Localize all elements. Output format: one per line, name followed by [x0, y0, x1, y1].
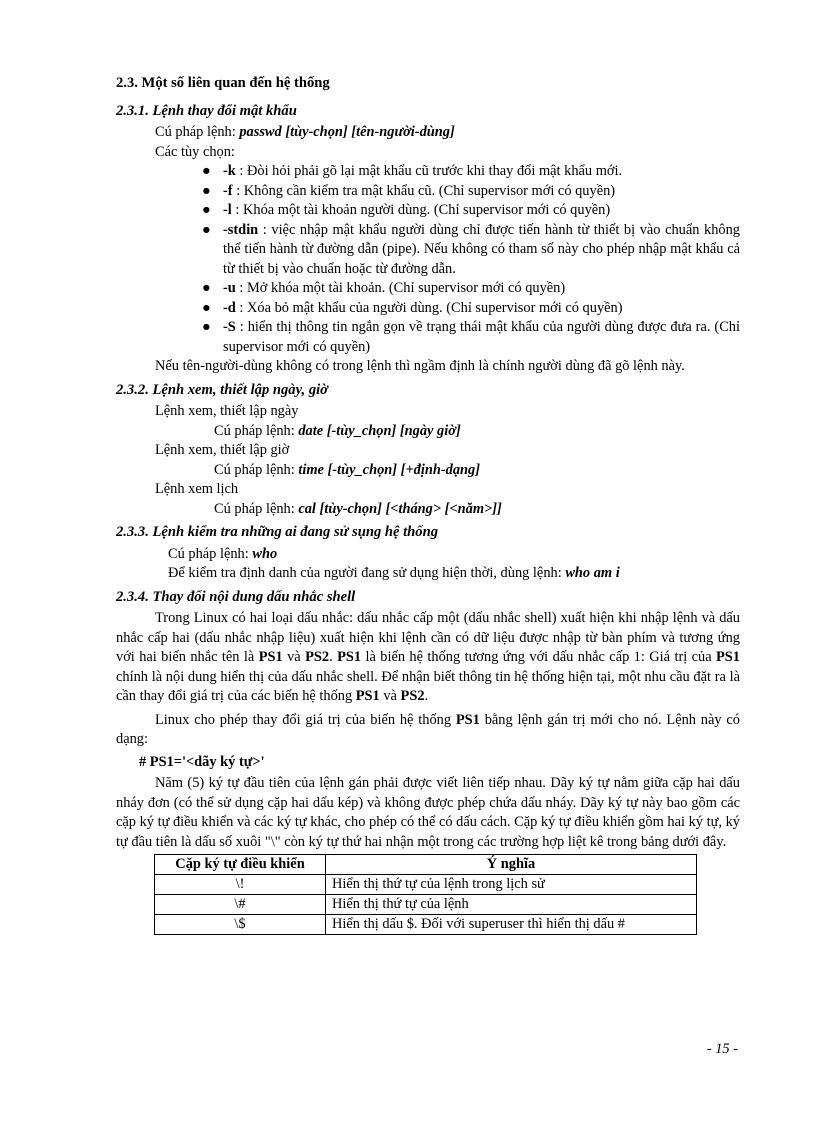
date-label: Lệnh xem, thiết lập ngày — [155, 403, 299, 419]
list-item — [202, 318, 740, 357]
page-number: - 15 - — [706, 1041, 738, 1057]
table-cell: Hiển thị dấu $. Đối với superuser thì hiển thị dấu # — [326, 915, 697, 935]
whoami-command: who am i — [565, 565, 620, 581]
var-ps1: PS1 — [337, 649, 362, 665]
bullet-icon: ● — [202, 280, 211, 296]
ps1-assign-example: # PS1='<dãy ký tự>' — [139, 753, 265, 770]
prompt-paragraph-3: Năm (5) ký tự đầu tiên của lệnh gán phải được viết liên tiếp nhau. Dãy ký tự nằm giữa cặp hai dấu nháy đơn (có thể sử dụng cặp hai dấu kép) và không được phép chứa dấu nháy. Dãy ký tự này bao gồm các cặp ký tự điều khiển và các ký tự khác, cho phép có thể có dấu cách. Cặp ký tự điều khiển gồm hai ký tự, ký tự đầu tiên là dấu số xuôi "\" còn ký tự thứ hai nhận một trong các trường hợp liệt kê trong bảng dưới đây. — [116, 775, 740, 850]
syntax-command: who — [252, 545, 278, 562]
list-item — [202, 279, 740, 299]
list-item — [202, 221, 740, 280]
syntax-label: Cú pháp lệnh: — [214, 422, 299, 439]
syntax-label: Cú pháp lệnh: — [155, 124, 240, 140]
option-key: -stdin — [223, 221, 259, 238]
bullet-icon: ● — [202, 319, 211, 335]
bullet-icon: ● — [202, 299, 211, 316]
table-header: Cặp ký tự điều khiển — [155, 855, 326, 875]
cal-label: Lệnh xem lịch — [155, 481, 239, 497]
table-row — [155, 875, 697, 895]
var-ps2: PS2 — [400, 688, 425, 704]
text-run: Trong Linux có hai loại dấu nhắc: dấu nhắc cấp một (dấu nhắc shell) xuất hiện khi nhập lệnh và dấu nhắc cấp hai (dấu nhắc nhập liệu) xuất hiện khi lệnh cần có dữ liệu được nhập từ bàn phím và tương ứng với hai biến nhắc tên là — [116, 610, 740, 665]
table-row — [155, 895, 697, 915]
option-key: -k — [223, 163, 236, 179]
option-key: -u — [223, 280, 236, 296]
cal-syntax — [116, 500, 740, 520]
option-text: : Không cần kiểm tra mật khẩu cũ. (Chỉ supervisor mới có quyền) — [232, 182, 616, 199]
subsection-title-prompt: 2.3.4. Thay đổi nội dung dấu nhắc shell — [116, 588, 356, 605]
table-cell: \$ — [155, 915, 326, 935]
text-run: và — [379, 688, 401, 704]
time-label: Lệnh xem, thiết lập giờ — [155, 442, 290, 458]
option-key: -l — [223, 202, 232, 218]
list-item — [202, 201, 740, 221]
text-run: . — [329, 649, 338, 665]
text-run: Linux cho phép thay đổi giá trị của biến hệ thống — [155, 711, 456, 728]
var-ps2: PS2 — [305, 649, 330, 665]
option-key: -d — [223, 299, 236, 316]
text-run: chính là nội dung hiển thị của dấu nhắc shell. Để nhận biết thông tin hệ thống hiện tại, một nhu cầu đặt ra là cần thay đổi giá trị của các biến hệ thống — [116, 668, 740, 704]
option-text: : Đòi hỏi phải gõ lại mật khẩu cũ trước khi thay đổi mật khẩu mới. — [235, 163, 623, 179]
list-item — [202, 182, 740, 202]
time-syntax — [116, 461, 740, 481]
table-row — [155, 915, 697, 935]
subsection-title-who: 2.3.3. Lệnh kiểm tra những ai đang sử sụng hệ thống — [116, 524, 439, 540]
option-text: : Xóa bỏ mật khẩu của người dùng. (Chỉ supervisor mới có quyền) — [235, 299, 623, 316]
option-key: -f — [223, 182, 233, 199]
who-syntax — [116, 545, 740, 565]
table-cell: \! — [155, 875, 326, 895]
table-cell: \# — [155, 895, 326, 915]
option-text: : Mở khóa một tài khoản. (Chỉ supervisor mới có quyền) — [235, 280, 566, 296]
prompt-paragraph-1 — [116, 609, 740, 707]
options-list — [116, 162, 740, 357]
syntax-command: time [-tùy_chọn] [+định-dạng] — [298, 461, 481, 478]
document-page — [116, 74, 740, 935]
bullet-icon: ● — [202, 163, 211, 179]
var-ps1: PS1 — [258, 649, 283, 665]
table-cell: Hiển thị thứ tự của lệnh — [326, 895, 697, 915]
var-ps1: PS1 — [355, 688, 380, 704]
table-header-row — [155, 855, 697, 875]
syntax-label: Cú pháp lệnh: — [214, 500, 299, 517]
subsection-title-passwd: 2.3.1. Lệnh thay đổi mật khẩu — [116, 102, 297, 119]
list-item — [202, 162, 740, 182]
option-key: -S — [223, 319, 236, 335]
prompt-paragraph-2 — [116, 711, 740, 750]
table-cell: Hiển thị thứ tự của lệnh trong lịch sử — [326, 875, 697, 895]
text-run: và — [282, 649, 306, 665]
var-ps1: PS1 — [455, 711, 480, 728]
var-ps1: PS1 — [716, 649, 740, 665]
text-run: . — [424, 688, 429, 704]
bullet-icon: ● — [202, 182, 211, 199]
table-header: Ý nghĩa — [326, 855, 697, 875]
whoami-line — [116, 564, 740, 584]
syntax-label: Cú pháp lệnh: — [214, 461, 299, 478]
date-syntax — [116, 422, 740, 442]
syntax-command: passwd [tùy-chọn] [tên-người-dùng] — [239, 124, 455, 140]
passwd-note: Nếu tên-người-dùng không có trong lệnh thì ngầm định là chính người dùng đã gõ lệnh này. — [155, 358, 685, 374]
option-text: : hiển thị thông tin ngắn gọn về trạng thái mật khẩu của người dùng được đưa ra. (Chỉ supervisor mới có quyền) — [223, 319, 740, 355]
passwd-syntax — [116, 123, 740, 143]
bullet-icon: ● — [202, 202, 211, 218]
options-label: Các tùy chọn: — [155, 143, 235, 160]
subsection-title-date-time: 2.3.2. Lệnh xem, thiết lập ngày, giờ — [116, 381, 329, 398]
syntax-command: date [-tùy_chọn] [ngày giờ] — [298, 422, 461, 439]
bullet-icon: ● — [202, 221, 211, 238]
control-chars-table — [154, 854, 697, 935]
option-text: : việc nhập mật khẩu người dùng chỉ được tiến hành từ thiết bị vào chuẩn không thể tiến hành từ đường dẫn (pipe). Nếu không có tham số này cho phép nhập mật khẩu cả từ thiết bị vào chuẩn hoặc từ đường dẫn. — [223, 221, 740, 277]
text-run: bằng lệnh gán trị mới cho nó. Lệnh này có dạng: — [116, 711, 740, 747]
syntax-command: cal [tùy-chọn] [<tháng> [<năm>]] — [298, 500, 502, 517]
whoami-text: Để kiểm tra định danh của người đang sử dụng hiện thời, dùng lệnh: — [168, 565, 566, 581]
syntax-label: Cú pháp lệnh: — [168, 545, 253, 562]
text-run: là biến hệ thống tương ứng với dấu nhắc cấp 1: Giá trị của — [361, 649, 716, 665]
option-text: : Khóa một tài khoản người dùng. (Chỉ supervisor mới có quyền) — [231, 202, 611, 218]
list-item — [202, 299, 740, 319]
section-title: 2.3. Một số liên quan đến hệ thống — [116, 75, 330, 91]
